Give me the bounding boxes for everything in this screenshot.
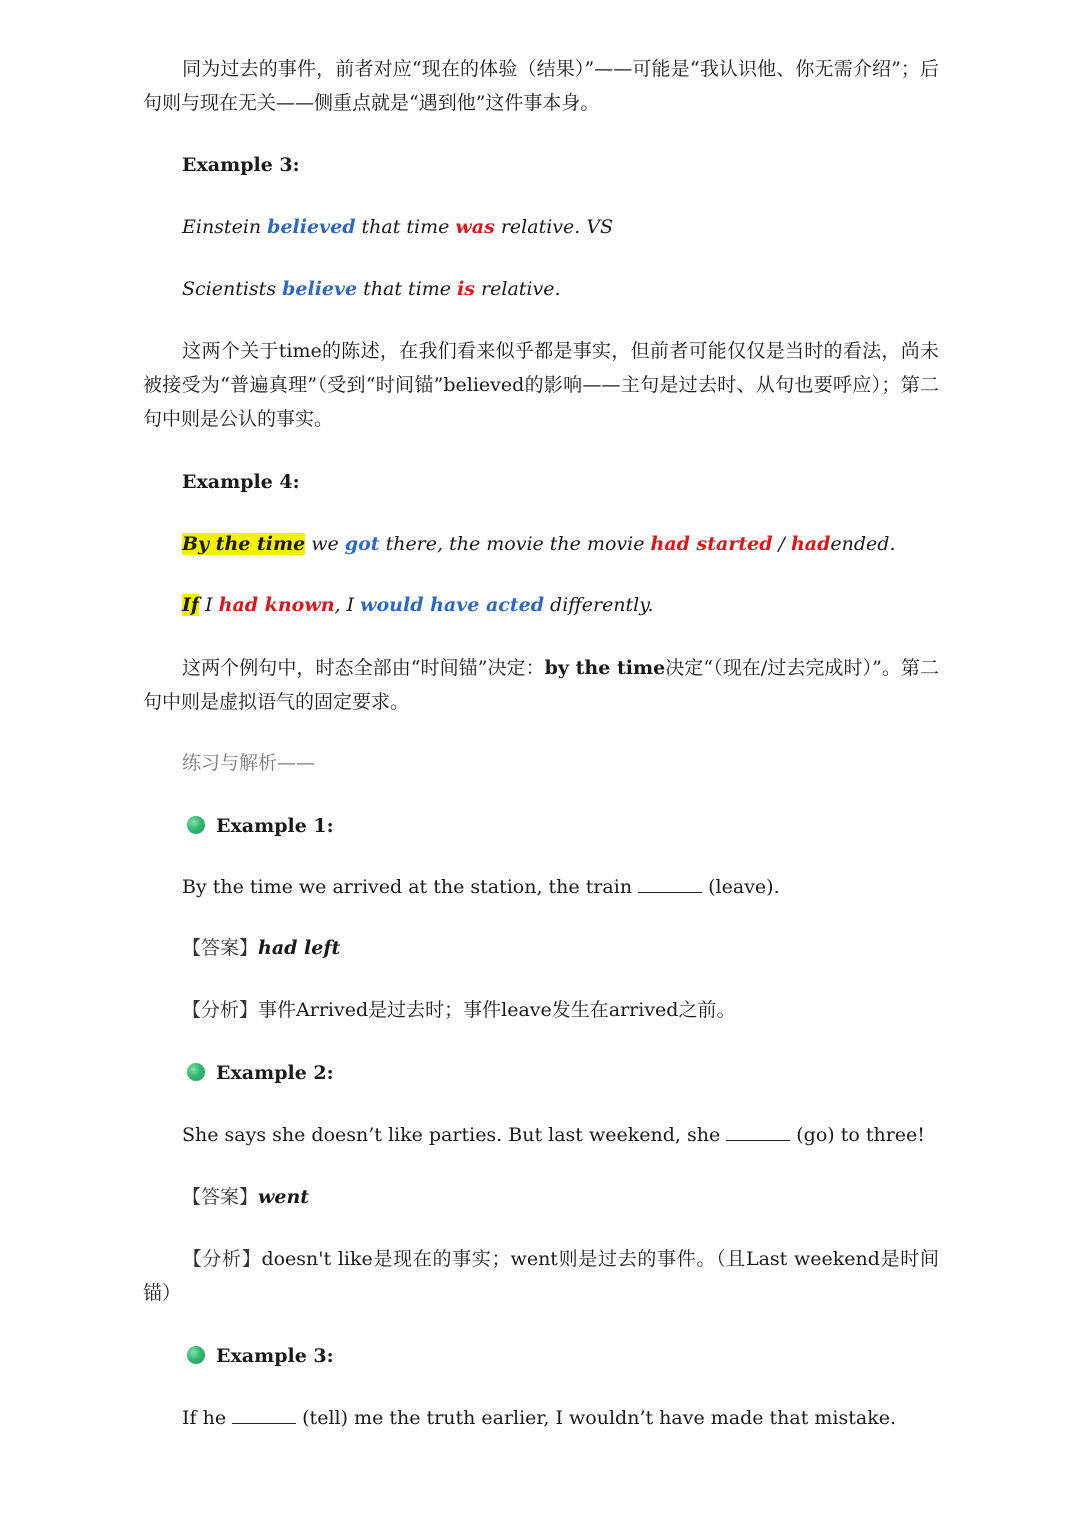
practice-2-analysis: 【分析】doesn't like是现在的事实；went则是过去的事件。（且Last weekend是时间锚）	[143, 1248, 939, 1304]
practice-3-heading: Example 3:	[216, 1345, 334, 1367]
practice-1-question: By the time we arrived at the station, the train (leave).	[182, 876, 780, 898]
green-dot-icon	[187, 816, 205, 834]
practice-1-analysis: 【分析】事件Arrived是过去时；事件leave发生在arrived之前。	[182, 999, 736, 1021]
practice-2-question: She says she doesn’t like parties. But last weekend, she (go) to three!	[182, 1124, 925, 1146]
practice-1-heading: Example 1:	[216, 815, 334, 837]
example-3-heading: Example 3:	[182, 154, 300, 176]
intro-paragraph: 同为过去的事件，前者对应“现在的体验（结果）”——可能是“我认识他、你无需介绍”；后句则与现在无关——侧重点就是“遇到他”这件事本身。	[143, 58, 939, 114]
practice-title: 练习与解析——	[182, 752, 316, 774]
practice-2-answer: 【答案】went	[182, 1186, 310, 1208]
example-4-sentence-1: By the time we got there, the movie the movie had started / hadended.	[182, 533, 896, 555]
example-3-sentence-2: Scientists believe that time is relative.	[182, 278, 561, 300]
example-4-heading: Example 4:	[182, 471, 300, 493]
answer-blank	[726, 1124, 790, 1141]
green-dot-icon	[187, 1346, 205, 1364]
example-3-explanation: 这两个关于time的陈述，在我们看来似乎都是事实，但前者可能仅仅是当时的看法，尚未被接受为“普遍真理”（受到“时间锚”believed的影响——主句是过去时、从句也要呼应）；第二句中则是公认的事实。	[143, 340, 939, 430]
practice-3-question: If he (tell) me the truth earlier, I wouldn’t have made that mistake.	[182, 1407, 897, 1429]
answer-blank	[638, 876, 702, 893]
practice-1-answer: 【答案】had left	[182, 937, 341, 959]
example-3-sentence-1: Einstein believed that time was relative. VS	[182, 216, 614, 238]
example-4-explanation: 这两个例句中，时态全部由“时间锚”决定：by the time决定“（现在/过去完成时）”。第二句中则是虚拟语气的固定要求。	[143, 657, 939, 713]
example-4-sentence-2: If I had known, I would have acted differently.	[182, 594, 654, 616]
green-dot-icon	[187, 1063, 205, 1081]
practice-2-heading: Example 2:	[216, 1062, 334, 1084]
answer-blank	[232, 1407, 296, 1424]
